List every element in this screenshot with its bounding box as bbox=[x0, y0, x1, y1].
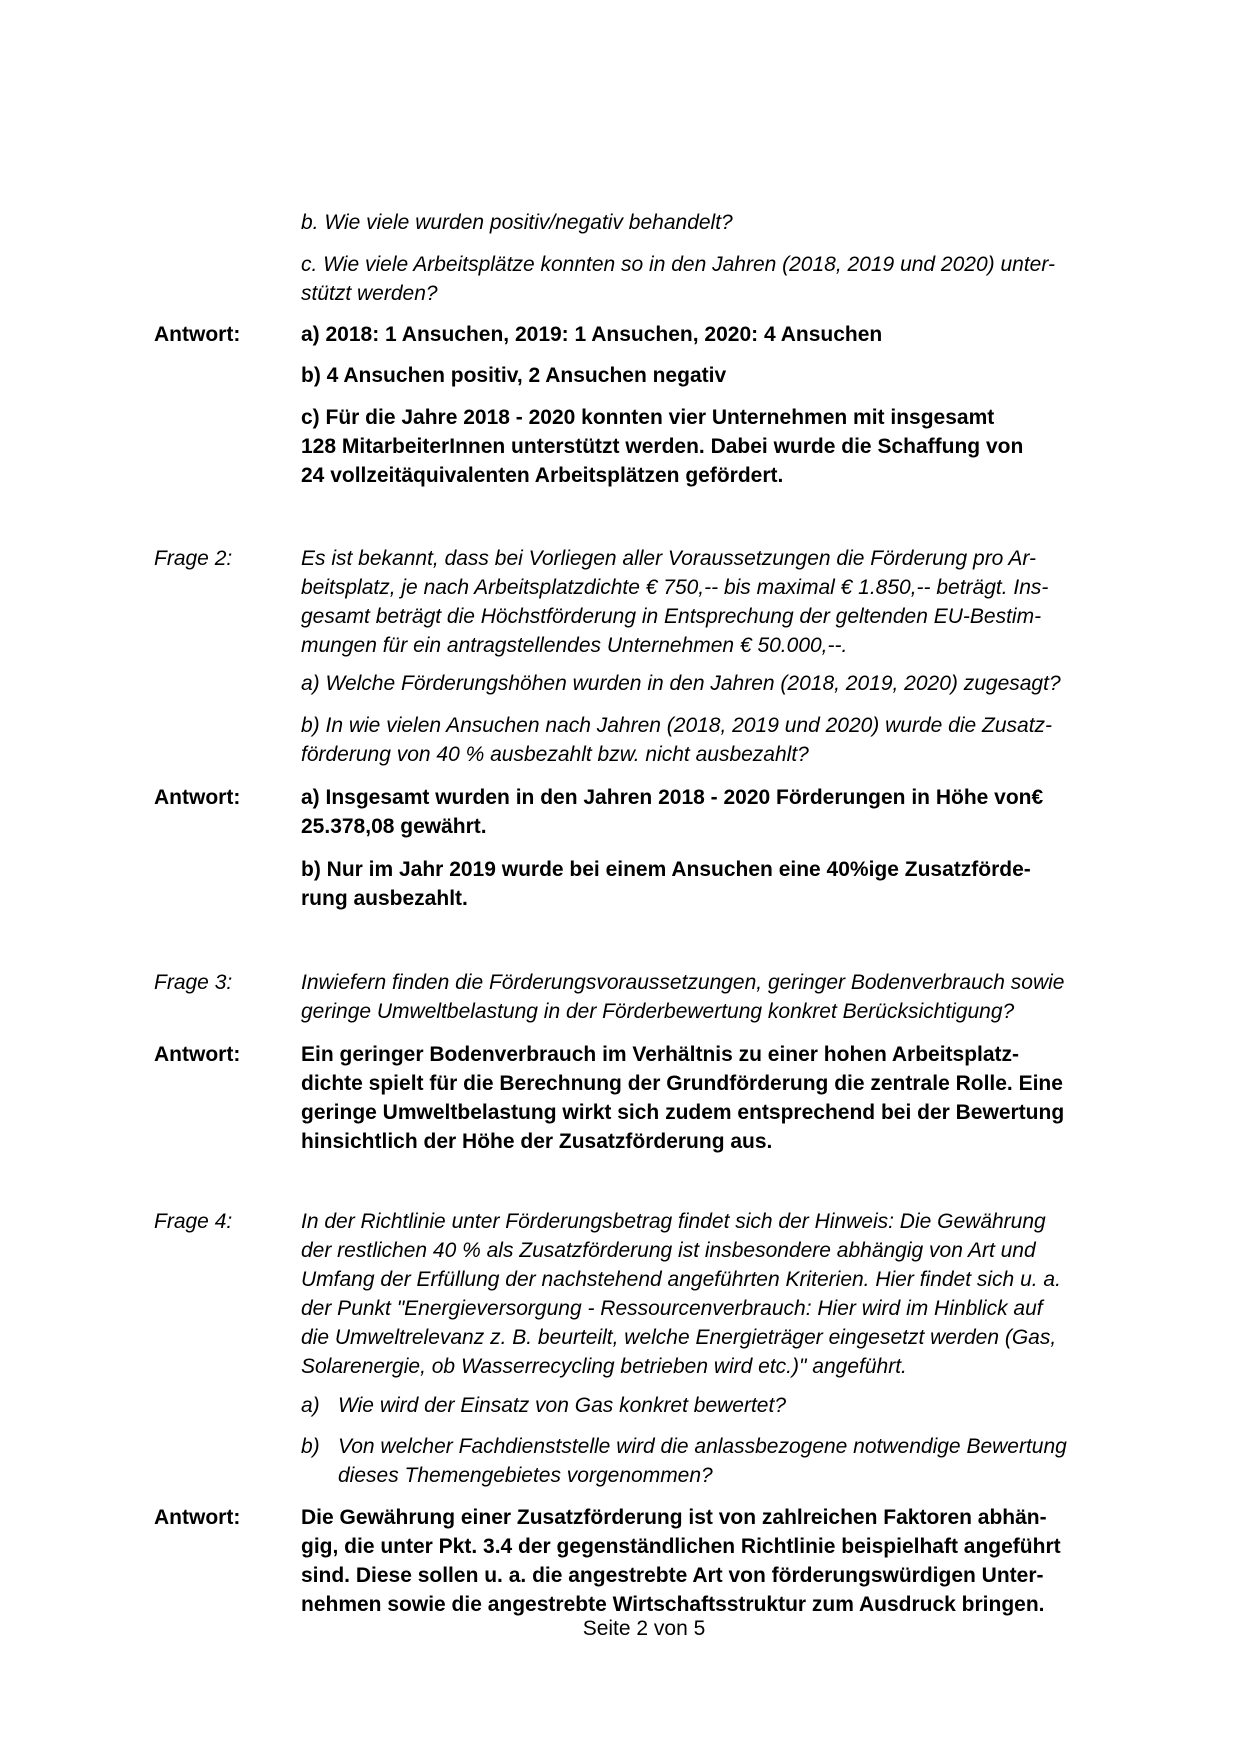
text-line: mungen für ein antragstellendes Unternehmen € 50.000,--. bbox=[301, 634, 848, 657]
text-line: gesamt beträgt die Höchstförderung in Entsprechung der geltenden EU-Bestim- bbox=[301, 605, 1042, 628]
q3-label: Frage 3: bbox=[154, 971, 233, 994]
q4-answer-label: Antwort: bbox=[154, 1506, 241, 1529]
text-line: b) In wie vielen Ansuchen nach Jahren (2018, 2019 und 2020) wurde die Zusatz- bbox=[301, 714, 1053, 737]
q3-question bbox=[301, 968, 1141, 1026]
text-line: rung ausbezahlt. bbox=[301, 887, 468, 910]
text-line: Umfang der Erfüllung der nachstehend angeführten Kriterien. Hier findet sich u. a. bbox=[301, 1268, 1061, 1291]
q1-answer-a bbox=[301, 320, 1141, 349]
text-line: geringe Umweltbelastung in der Förderbewertung konkret Berücksichtigung? bbox=[301, 1000, 1015, 1023]
list-marker: b) bbox=[301, 1435, 320, 1458]
text-line: c) Für die Jahre 2018 - 2020 konnten vier Unternehmen mit insgesamt bbox=[301, 406, 995, 429]
q3-answer-label: Antwort: bbox=[154, 1043, 241, 1066]
text-line: die Umweltrelevanz z. B. beurteilt, welche Energieträger eingesetzt werden (Gas, bbox=[301, 1326, 1057, 1349]
text-line: sind. Diese sollen u. a. die angestrebte Art von förderungswürdigen Unter- bbox=[301, 1564, 1044, 1587]
text-line: 128 MitarbeiterInnen unterstützt werden. Dabei wurde die Schaffung von bbox=[301, 435, 1024, 458]
text-line: Solarenergie, ob Wasserrecycling betrieben wird etc.)" angeführt. bbox=[301, 1355, 907, 1378]
text-line: Ein geringer Bodenverbrauch im Verhältnis zu einer hohen Arbeitsplatz- bbox=[301, 1043, 1020, 1066]
text-line: 25.378,08 gewährt. bbox=[301, 815, 487, 838]
text-line: hinsichtlich der Höhe der Zusatzförderung aus. bbox=[301, 1130, 773, 1153]
page-footer: Seite 2 von 5 bbox=[582, 1617, 706, 1640]
list-text bbox=[338, 1391, 786, 1420]
text-line: c. Wie viele Arbeitsplätze konnten so in den Jahren (2018, 2019 und 2020) unter- bbox=[301, 253, 1055, 276]
q1-answer-b bbox=[301, 361, 1141, 390]
text-line: 24 vollzeitäquivalenten Arbeitsplätzen gefördert. bbox=[301, 464, 784, 487]
text-line: Die Gewährung einer Zusatzförderung ist von zahlreichen Faktoren abhän- bbox=[301, 1506, 1047, 1529]
text-line: In der Richtlinie unter Förderungsbetrag findet sich der Hinweis: Die Gewährung bbox=[301, 1210, 1046, 1233]
q3-answer bbox=[301, 1040, 1141, 1156]
q1-answer-c bbox=[301, 403, 1141, 490]
q4-label: Frage 4: bbox=[154, 1210, 233, 1233]
text-line: Es ist bekannt, dass bei Vorliegen aller Voraussetzungen die Förderung pro Ar- bbox=[301, 547, 1037, 570]
text-line: dichte spielt für die Berechnung der Grundförderung die zentrale Rolle. Eine bbox=[301, 1072, 1063, 1095]
q2-b-question bbox=[301, 711, 1141, 769]
text-line: stützt werden? bbox=[301, 282, 438, 305]
q2-a-question bbox=[301, 669, 1141, 698]
q4-answer bbox=[301, 1503, 1141, 1619]
q4-intro bbox=[301, 1207, 1141, 1381]
text-line: nehmen sowie die angestrebte Wirtschaftsstruktur zum Ausdruck bringen. bbox=[301, 1593, 1045, 1616]
q1-b-question bbox=[301, 208, 1141, 237]
text-line: dieses Themengebietes vorgenommen? bbox=[338, 1464, 713, 1487]
text-line: Wie wird der Einsatz von Gas konkret bewertet? bbox=[338, 1394, 787, 1417]
text-line: Von welcher Fachdienststelle wird die anlassbezogene notwendige Bewertung bbox=[338, 1435, 1067, 1458]
text-line: der restlichen 40 % als Zusatzförderung ist insbesondere abhängig von Art und bbox=[301, 1239, 1036, 1262]
q1-c-question bbox=[301, 250, 1141, 308]
q2-label: Frage 2: bbox=[154, 547, 233, 570]
text-line: a) Welche Förderungshöhen wurden in den Jahren (2018, 2019, 2020) zugesagt? bbox=[301, 672, 1061, 695]
q1-answer-label: Antwort: bbox=[154, 323, 241, 346]
q2-answer-b bbox=[301, 855, 1141, 913]
list-marker: a) bbox=[301, 1394, 320, 1417]
q2-answer-a bbox=[301, 783, 1141, 841]
q2-answer-label: Antwort: bbox=[154, 786, 241, 809]
text-line: Inwiefern finden die Förderungsvoraussetzungen, geringer Bodenverbrauch sowie bbox=[301, 971, 1065, 994]
text-line: a) Insgesamt wurden in den Jahren 2018 - 2020 Förderungen in Höhe von€ bbox=[301, 786, 1044, 809]
text-line: gig, die unter Pkt. 3.4 der gegenständlichen Richtlinie beispielhaft angeführt bbox=[301, 1535, 1061, 1558]
text-line: a) 2018: 1 Ansuchen, 2019: 1 Ansuchen, 2020: 4 Ansuchen bbox=[301, 323, 883, 346]
text-line: b. Wie viele wurden positiv/negativ behandelt? bbox=[301, 211, 733, 234]
text-line: geringe Umweltbelastung wirkt sich zudem entsprechend bei der Bewertung bbox=[301, 1101, 1065, 1124]
text-line: der Punkt "Energieversorgung - Ressourcenverbrauch: Hier wird im Hinblick auf bbox=[301, 1297, 1043, 1320]
text-line: b) 4 Ansuchen positiv, 2 Ansuchen negativ bbox=[301, 364, 727, 387]
text-line: b) Nur im Jahr 2019 wurde bei einem Ansuchen eine 40%ige Zusatzförde- bbox=[301, 858, 1031, 881]
q2-intro bbox=[301, 544, 1141, 660]
text-line: förderung von 40 % ausbezahlt bzw. nicht ausbezahlt? bbox=[301, 743, 809, 766]
list-text bbox=[338, 1432, 1067, 1490]
text-line: beitsplatz, je nach Arbeitsplatzdichte € 750,-- bis maximal € 1.850,-- beträgt. Ins- bbox=[301, 576, 1049, 599]
